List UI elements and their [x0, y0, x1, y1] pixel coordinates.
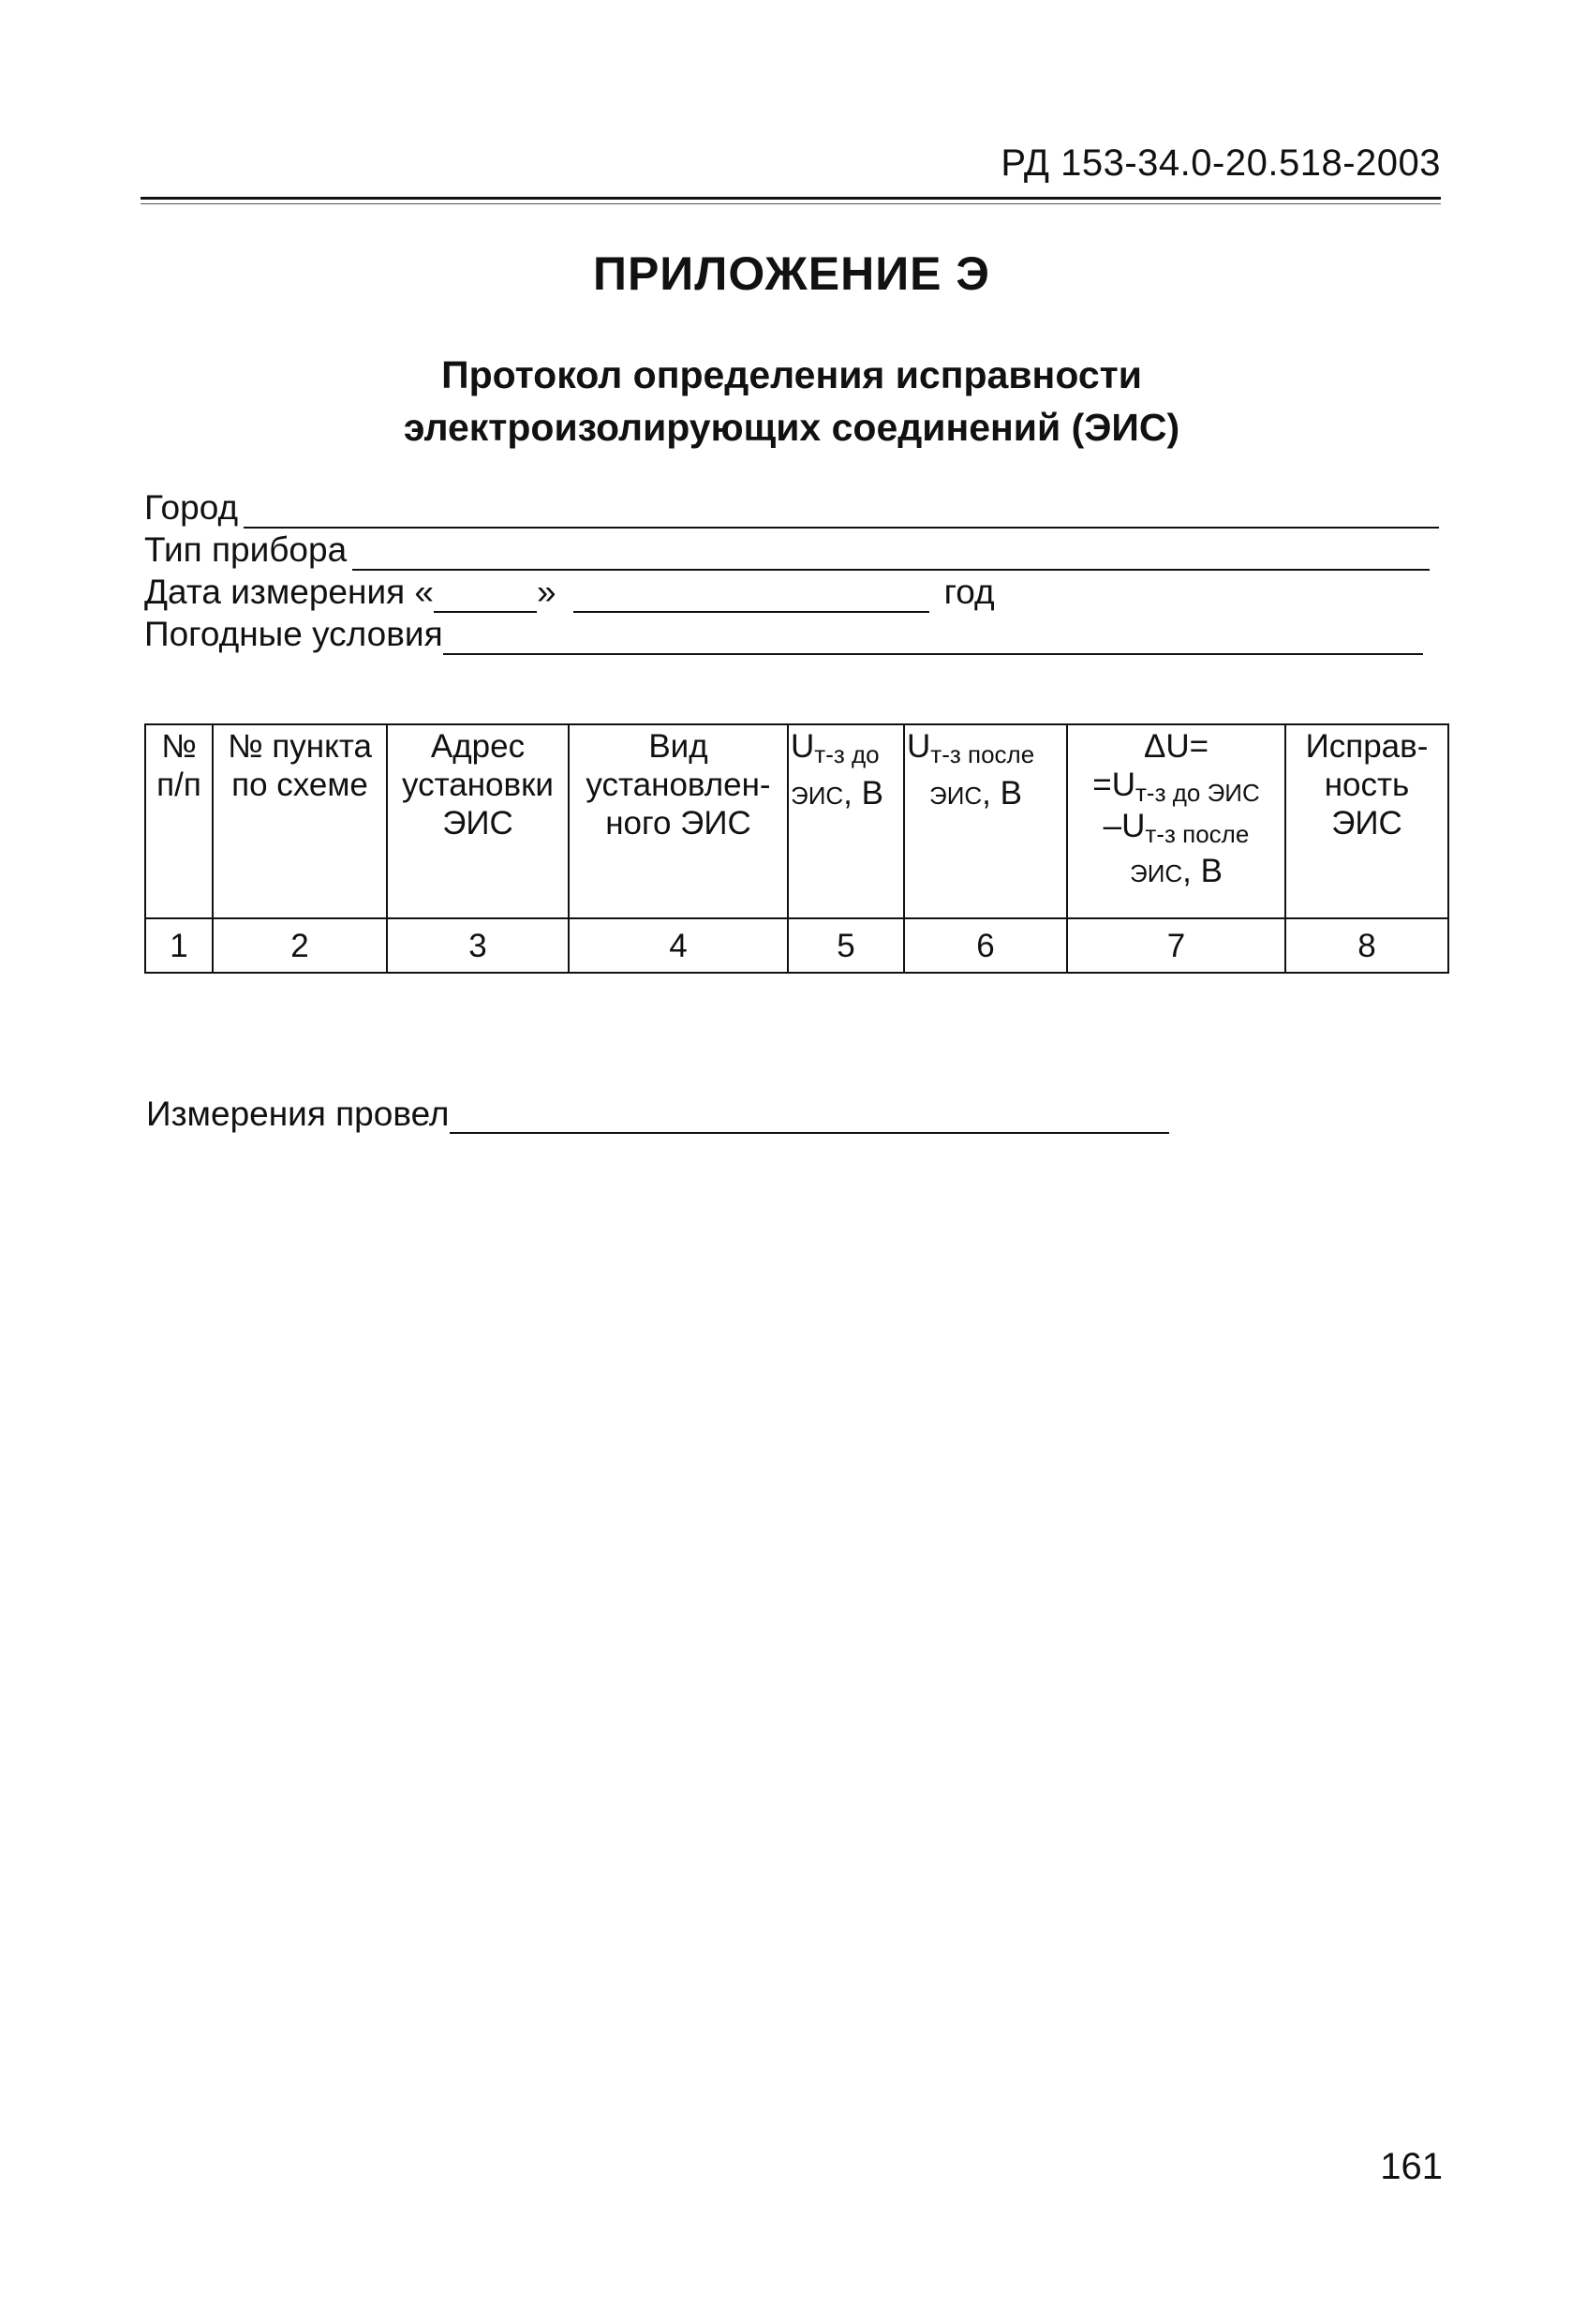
col-u-after-unit: , В [982, 775, 1022, 812]
document-code: РД 153-34.0-20.518-2003 [1001, 142, 1441, 184]
column-number-cell: 8 [1285, 918, 1448, 973]
measured-by-field [146, 1095, 1169, 1134]
col-scheme-point [213, 724, 387, 918]
column-number-cell: 6 [904, 918, 1067, 973]
col-u-after-symbol: U [907, 728, 931, 765]
col-delta-line4-unit: , В [1182, 853, 1223, 889]
column-number-cell: 7 [1067, 918, 1285, 973]
col-delta-line1: ΔU= [1143, 728, 1209, 765]
col-scheme-line2: по схеме [231, 767, 368, 803]
year-label: год [943, 573, 995, 611]
col-delta-line2-symbol: =U [1092, 767, 1135, 803]
measured-by-label: Измерения провел [146, 1095, 450, 1133]
col-u-before-sub: т-з до [814, 740, 880, 768]
header-rule [141, 197, 1441, 200]
col-u-before-unit: , В [843, 775, 883, 812]
date-day-blank[interactable] [434, 577, 537, 613]
col-type-line2: установлен- [586, 767, 771, 803]
col-address [387, 724, 569, 918]
page-number: 161 [1380, 2146, 1443, 2187]
col-delta-line4-eis: ЭИС [1130, 859, 1183, 887]
device-blank[interactable] [352, 535, 1430, 571]
col-serviceability-line1: Исправ- [1305, 728, 1429, 765]
device-field [144, 529, 1430, 571]
col-number-line1: № [161, 728, 197, 765]
col-u-after-eis: ЭИС [929, 782, 983, 810]
city-label: Город [144, 488, 239, 527]
col-u-after [904, 724, 1067, 918]
protocol-title [0, 349, 1572, 454]
col-type-line3: ного ЭИС [605, 805, 751, 842]
col-number [145, 724, 213, 918]
col-serviceability [1285, 724, 1448, 918]
col-serviceability-line3: ЭИС [1331, 805, 1402, 842]
col-scheme-line1: № пункта [228, 728, 372, 765]
col-u-before-eis: ЭИС [791, 782, 844, 810]
col-delta-line3-sub: т-з после [1145, 820, 1250, 848]
column-number-cell: 2 [213, 918, 387, 973]
header-rule-thin [141, 203, 1441, 204]
date-month-blank[interactable] [573, 577, 929, 613]
col-number-line2: п/п [156, 767, 201, 803]
col-type-line1: Вид [648, 728, 708, 765]
col-u-before [788, 724, 904, 918]
col-address-line2: установки [402, 767, 554, 803]
weather-label: Погодные условия [144, 615, 443, 653]
col-delta-line3-symbol: –U [1103, 808, 1146, 844]
date-field [144, 572, 1001, 613]
device-label: Тип прибора [144, 530, 348, 569]
column-number-row [145, 918, 1448, 973]
date-label: Дата измерения « [144, 573, 435, 611]
weather-blank[interactable] [443, 619, 1423, 655]
protocol-table [144, 723, 1449, 974]
city-blank[interactable] [244, 493, 1439, 529]
column-number-cell: 5 [788, 918, 904, 973]
col-address-line3: ЭИС [442, 805, 513, 842]
protocol-title-line2: электроизолирующих соединений (ЭИС) [403, 406, 1180, 449]
appendix-title: ПРИЛОЖЕНИЕ Э [593, 247, 990, 300]
col-serviceability-line2: ность [1324, 767, 1410, 803]
weather-field [144, 614, 1423, 655]
column-number-cell: 3 [387, 918, 569, 973]
col-u-before-symbol: U [791, 728, 815, 765]
header-row [145, 724, 1448, 918]
protocol-title-line1: Протокол определения исправности [441, 353, 1142, 396]
column-number-cell: 1 [145, 918, 213, 973]
column-number-cell: 4 [569, 918, 788, 973]
col-delta-line2-sub: т-з до ЭИС [1135, 779, 1260, 807]
measured-by-blank[interactable] [450, 1098, 1169, 1134]
col-delta-u [1067, 724, 1285, 918]
col-address-line1: Адрес [430, 728, 526, 765]
city-field [144, 487, 1439, 529]
col-u-after-sub: т-з после [930, 740, 1035, 768]
col-type [569, 724, 788, 918]
date-close: » [537, 573, 556, 611]
